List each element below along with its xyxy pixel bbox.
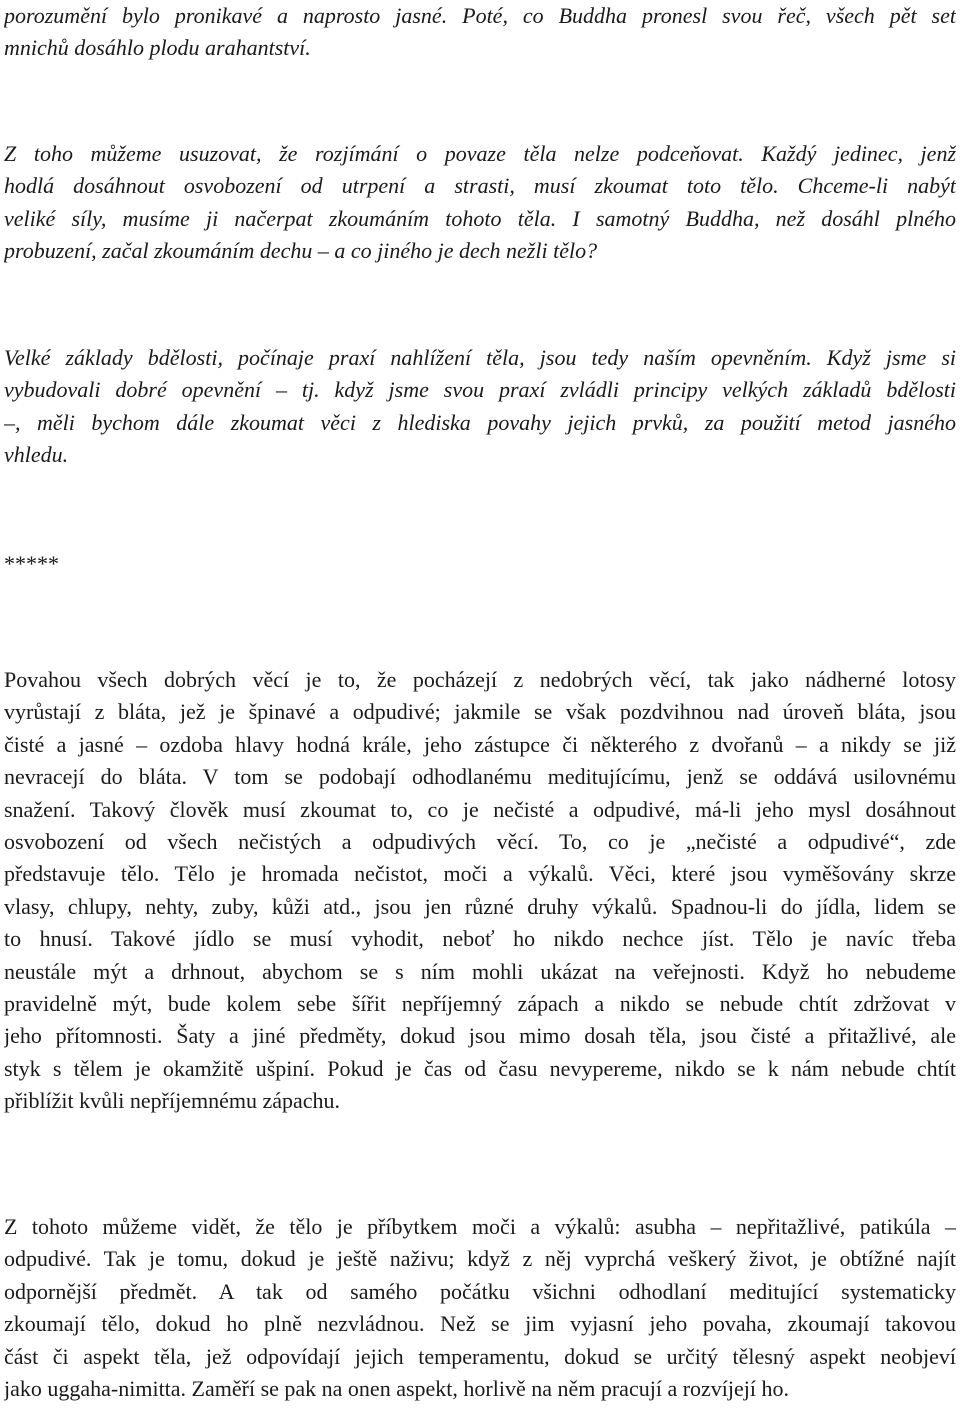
text-line: čisté a jasné – ozdoba hlavy hodná krále, jeho zástupce či některého z dvořanů – a nikdy se již — [4, 731, 956, 757]
text-line: vybudovali dobré opevnění – tj. když jsme svou praxí zvládli principy velkých základů bdělosti — [4, 377, 956, 403]
text-line: pravidelně mýt, bude kolem sebe šířit nepříjemný zápach a nikdo se nebude chtít zdržovat v — [4, 991, 956, 1017]
text-line: odpudivé. Tak je tomu, dokud je ještě naživu; když z něj vyprchá veškerý život, je obtížné najít — [4, 1246, 956, 1272]
section-separator: ***** — [4, 551, 59, 576]
text-line: mnichů dosáhlo plodu arahantství. — [4, 35, 311, 61]
text-line: vhledu. — [4, 442, 69, 468]
text-line: část či aspekt těla, jež odpovídají jejich temperamentu, dokud se určitý tělesný aspekt neobjeví — [4, 1343, 956, 1369]
text-line: Velké základy bdělosti, počínaje praxí nahlížení těla, jsou tedy naším opevněním. Když jsme si — [4, 345, 956, 370]
text-line: Z toho můžeme usuzovat, že rozjímání o povaze těla nelze podceňovat. Každý jedinec, jenž — [4, 141, 956, 166]
paragraph-4 — [4, 664, 956, 1118]
text-line: nevracejí do bláta. V tom se podobají odhodlanému meditujícímu, jenž se oddává usilovnému — [4, 764, 956, 790]
text-line: vyrůstají z bláta, jež je špinavé a odpudivé; jakmile se však pozdvihnou nad úroveň bláta, jsou — [4, 699, 956, 725]
paragraph-5 — [4, 1211, 956, 1405]
text-line: probuzení, začal zkoumáním dechu – a co jiného je dech nežli tělo? — [4, 238, 598, 264]
text-line: jako uggaha-nimitta. Zaměří se pak na onen aspekt, horlivě na něm pracují a rozvíjejí ho. — [4, 1376, 790, 1402]
text-line: osvobození od všech nečistých a odpudivých věcí. To, co je „nečisté a odpudivé“, zde — [4, 829, 956, 855]
text-line: veliké síly, musíme ji načerpat zkoumáním tohoto těla. I samotný Buddha, než dosáhl plného — [4, 205, 956, 231]
text-line: Z tohoto můžeme vidět, že tělo je příbytkem moči a výkalů: asubha – nepřitažlivé, patikúla – — [4, 1214, 956, 1239]
paragraph-1 — [4, 0, 956, 65]
text-line: porozumění bylo pronikavé a naprosto jasné. Poté, co Buddha pronesl svou řeč, všech pět set — [4, 3, 956, 28]
text-line: –, měli bychom dále zkoumat věci z hlediska povahy jejich prvků, za použití metod jasného — [4, 409, 956, 435]
text-line: hodlá dosáhnout osvobození od utrpení a strasti, musí zkoumat toto tělo. Chceme-li nabýt — [4, 173, 956, 199]
text-line: vlasy, chlupy, nehty, zuby, kůži atd., jsou jen různé druhy výkalů. Spadnou-li do jídla, lidem se — [4, 893, 956, 919]
paragraph-2 — [4, 138, 956, 268]
text-line: Povahou všech dobrých věcí je to, že pocházejí z nedobrých věcí, tak jako nádherné lotosy — [4, 667, 956, 692]
text-line: styk s tělem je okamžitě ušpiní. Pokud je čas od času nevypereme, nikdo se k nám nebude chtít — [4, 1055, 956, 1081]
text-line: jeho přítomnosti. Šaty a jiné předměty, dokud jsou mimo dosah těla, jsou čisté a přitažlivé, ale — [4, 1023, 956, 1049]
text-line: neustále mýt a drhnout, abychom se s ním mohli ukázat na veřejnosti. Když ho nebudeme — [4, 958, 956, 984]
text-line: představuje tělo. Tělo je hromada nečistot, moči a výkalů. Věci, které jsou vyměšovány skrze — [4, 861, 956, 887]
paragraph-3 — [4, 342, 956, 472]
text-line: odpornější předmět. A tak od samého počátku všichni odhodlaní meditující systematicky — [4, 1278, 956, 1304]
text-line: snažení. Takový člověk musí zkoumat to, co je nečisté a odpudivé, má-li jeho mysl dosáhnout — [4, 796, 956, 822]
text-line: zkoumají tělo, dokud ho plně nezvládnou. Než se jim vyjasní jeho povaha, zkoumají takovou — [4, 1311, 956, 1337]
text-line: přiblížit kvůli nepříjemnému zápachu. — [4, 1088, 341, 1114]
text-line: to hnusí. Takové jídlo se musí vyhodit, neboť ho nikdo nechce jíst. Tělo je navíc třeba — [4, 926, 956, 952]
